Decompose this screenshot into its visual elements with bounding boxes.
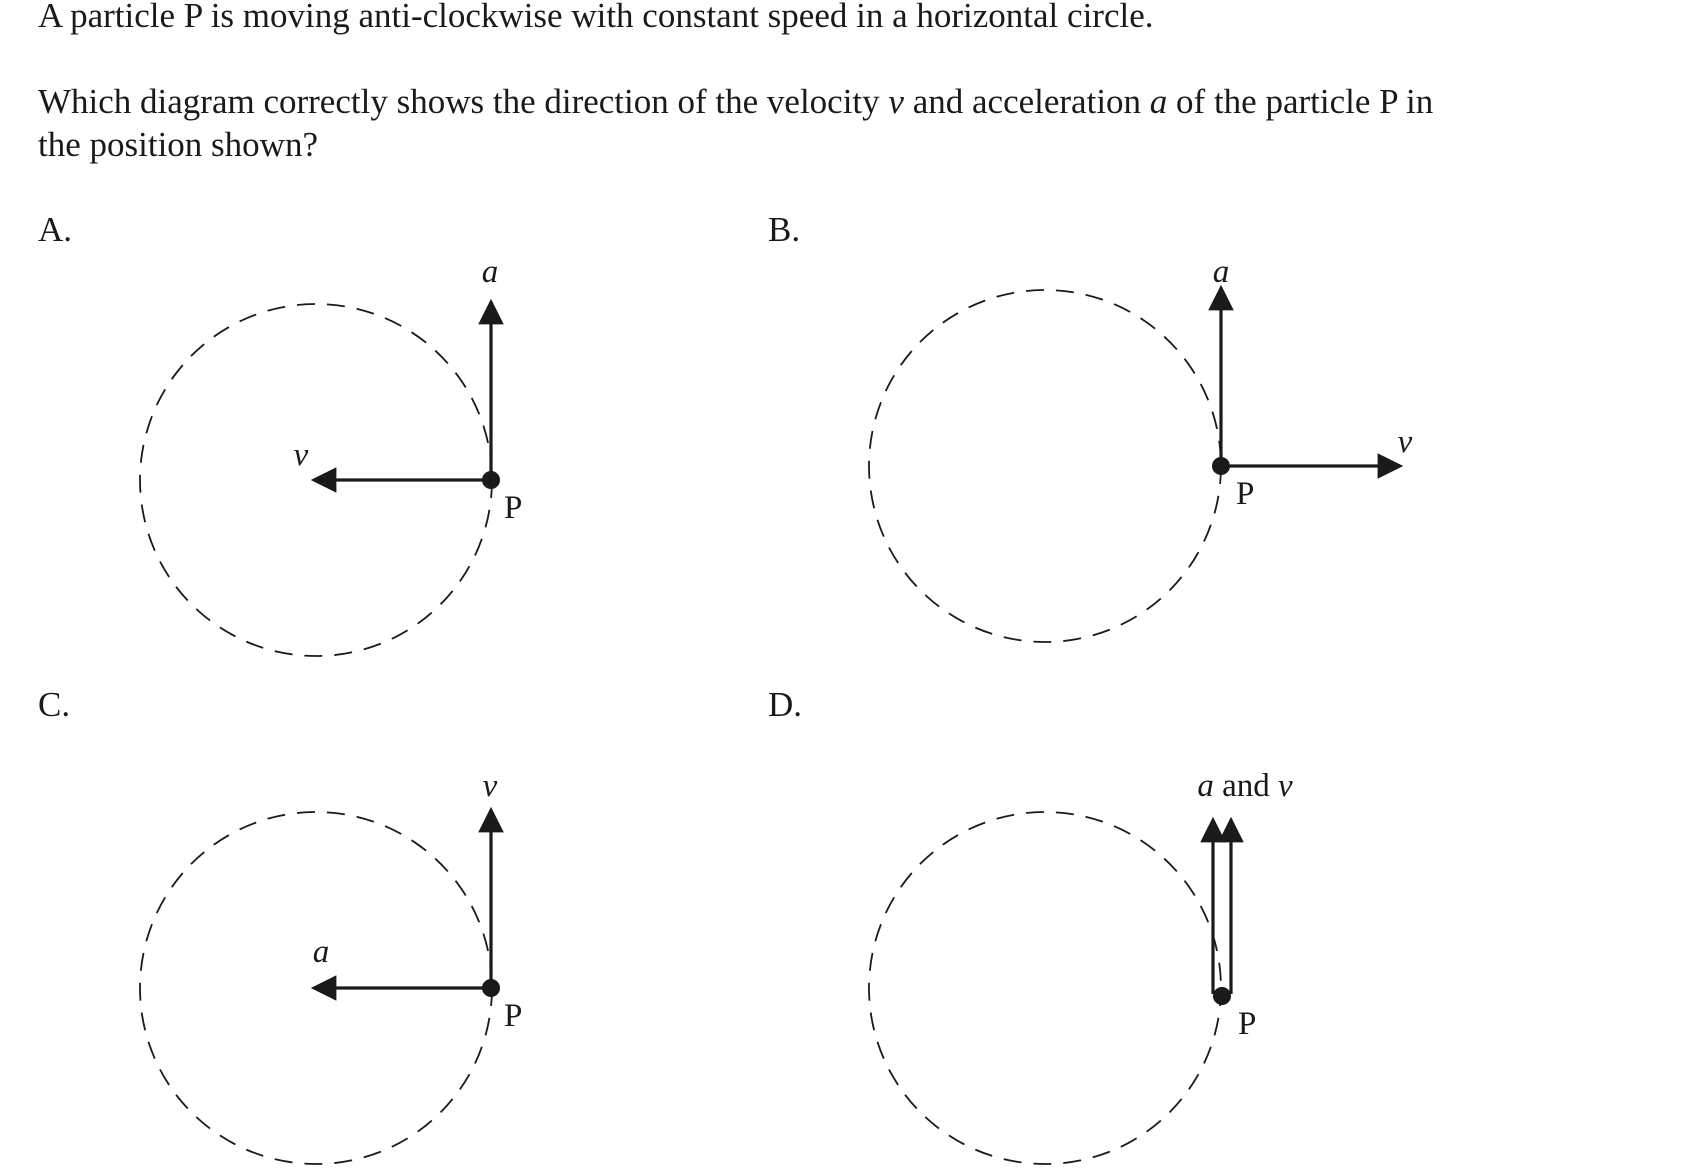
particle-p-dot — [1212, 457, 1230, 475]
particle-p-dot — [1213, 987, 1231, 1005]
option-a-label[interactable]: A. — [38, 210, 73, 249]
arrow-label-v: v — [293, 437, 309, 473]
option-c-label[interactable]: C. — [38, 685, 71, 724]
acceleration-symbol: a — [1149, 82, 1168, 121]
label-v: v — [1278, 768, 1293, 804]
arrow-label-a: a — [481, 254, 499, 290]
question-text: and acceleration — [903, 82, 1150, 121]
label-and: and — [1213, 768, 1278, 804]
diagram-option-a[interactable] — [140, 254, 522, 656]
arrow-label-v: v — [482, 768, 498, 804]
question-line-1: A particle P is moving anti-clockwise with constant speed in a horizontal circle. — [38, 0, 1154, 35]
question-text: of the particle P in — [1167, 82, 1434, 121]
particle-p-dot — [482, 471, 500, 489]
particle-p-dot — [482, 979, 500, 997]
question-line-3: the position shown? — [38, 125, 318, 164]
circular-path — [869, 812, 1221, 1164]
particle-p-label: P — [1238, 1006, 1257, 1042]
particle-p-label: P — [1236, 476, 1255, 512]
option-b-label[interactable]: B. — [768, 210, 801, 249]
velocity-symbol: v — [888, 82, 904, 121]
arrow-label-v: v — [1397, 424, 1413, 460]
particle-p-label: P — [504, 490, 523, 526]
option-d-label[interactable]: D. — [768, 685, 803, 724]
arrow-label-a: a — [312, 934, 330, 970]
diagram-option-c[interactable] — [140, 768, 522, 1164]
combined-arrow-label — [1197, 768, 1293, 804]
question-text: Which diagram correctly shows the direction of the velocity — [38, 82, 889, 121]
circular-path — [869, 290, 1221, 642]
arrow-label-a: a — [1212, 254, 1230, 290]
diagram-option-d[interactable] — [869, 768, 1293, 1164]
label-a: a — [1197, 768, 1214, 804]
particle-p-label: P — [504, 998, 523, 1034]
diagram-option-b[interactable] — [869, 254, 1413, 642]
